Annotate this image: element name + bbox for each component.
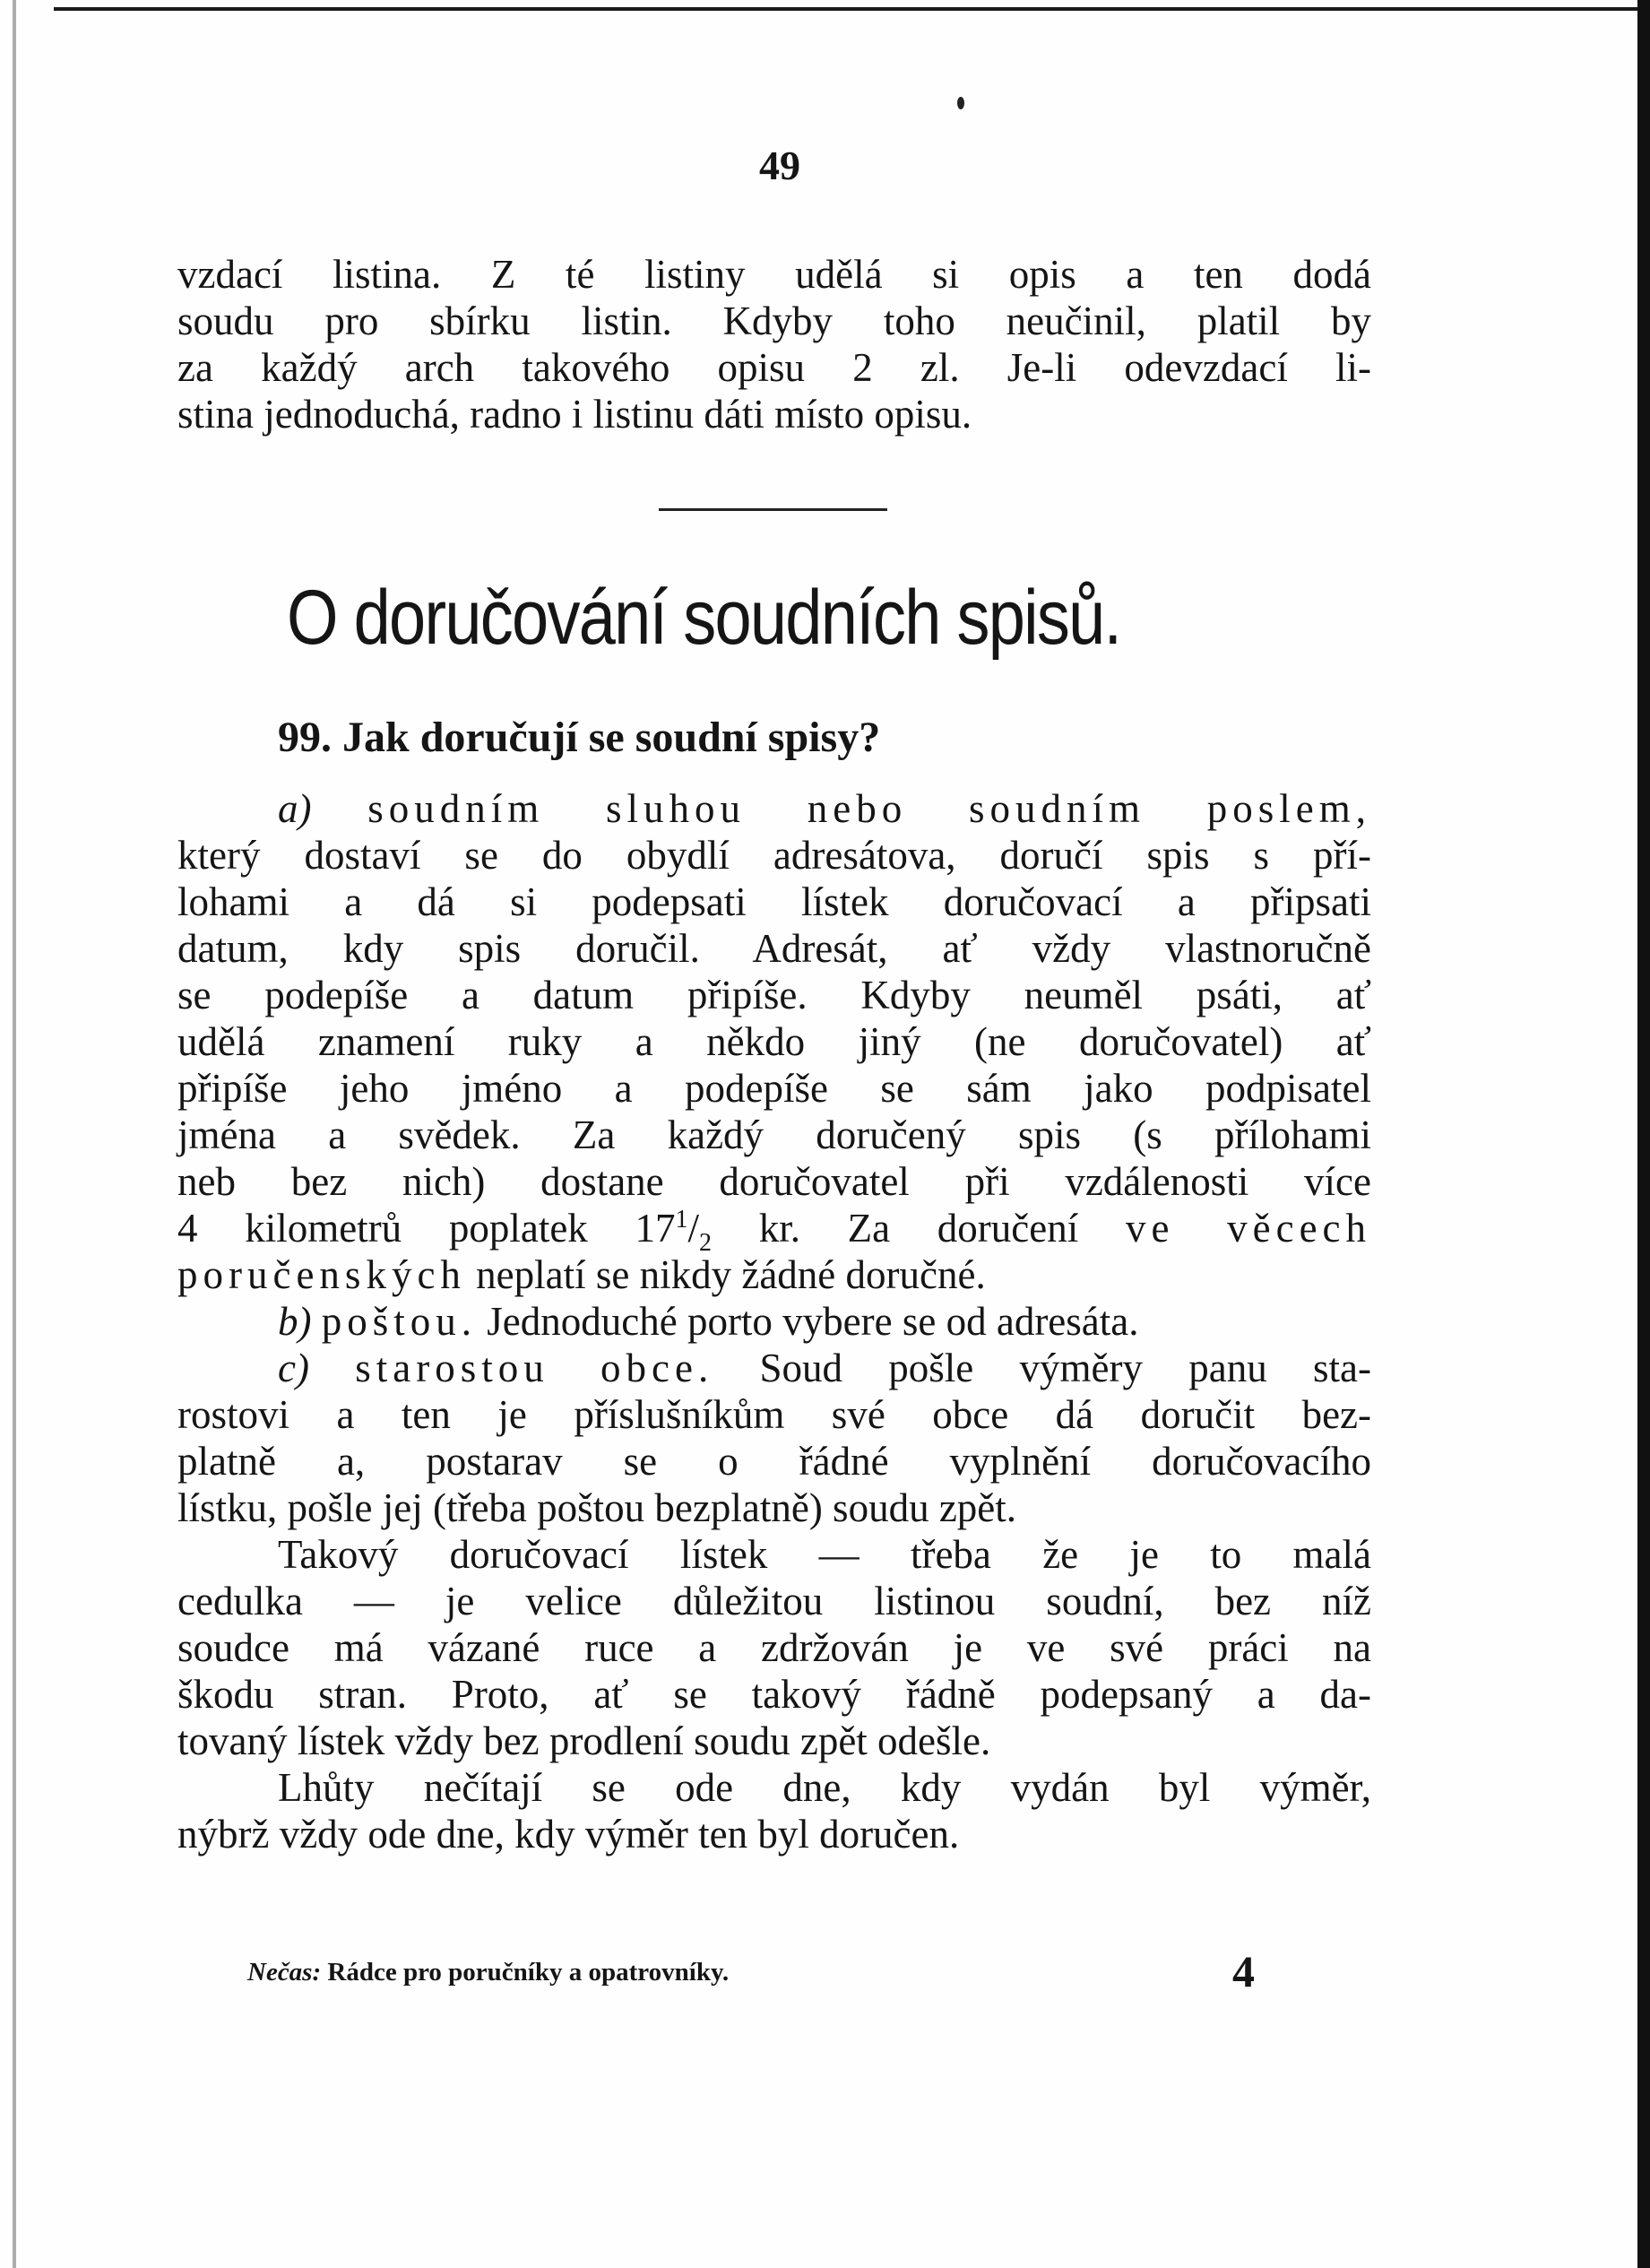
- section-divider: [659, 508, 887, 511]
- section-title: O doručování soudních spisů.: [287, 575, 1121, 661]
- text-line: se podepíše a datum připíše. Kdyby neuměl psáti, ať: [177, 973, 1371, 1017]
- page-number: 49: [759, 143, 800, 188]
- text-line: nýbrž vždy ode dne, kdy výměr ten byl doručen.: [177, 1812, 960, 1857]
- text-line: Takový doručovací lístek — třeba že je to malá: [278, 1532, 1371, 1577]
- text-line: soudu pro sbírku listin. Kdyby toho neučinil, platil by: [177, 299, 1371, 343]
- text-line: neb bez nich) dostane doručovatel při vzdálenosti více: [177, 1159, 1371, 1204]
- text-line: stina jednoduchá, radno i listinu dáti místo opisu.: [177, 392, 972, 437]
- footer-author: Nečas:: [247, 1958, 322, 1987]
- text-line: cedulka — je velice důležitou listinou soudní, bez níž: [177, 1579, 1371, 1623]
- text-line: tovaný lístek vždy bez prodlení soudu zpět odešle.: [177, 1718, 991, 1763]
- text-line: za každý arch takového opisu 2 zl. Je-li odevzdací li-: [177, 345, 1371, 390]
- item-a-lead: soudním sluhou nebo soudním poslem,: [367, 786, 1371, 831]
- item-c-lead: starostou obce.: [355, 1346, 714, 1390]
- text-line: vzdací listina. Z té listiny udělá si opis a ten dodá: [177, 252, 1371, 297]
- fee-spaced-words: ve věcech: [1125, 1206, 1372, 1251]
- fee-superscript: 1: [675, 1206, 688, 1234]
- item-c-first-line: [177, 1345, 1371, 1391]
- item-a-first-line: [177, 785, 1371, 832]
- intro-paragraph: [177, 251, 1371, 437]
- question-heading: 99. Jak doručují se soudní spisy?: [278, 714, 881, 761]
- ink-speck: [957, 97, 964, 109]
- text-after-spaced: neplatí se nikdy žádné doručné.: [465, 1252, 986, 1297]
- fee-text-after: kr. Za doručení: [712, 1206, 1079, 1251]
- signature-mark: 4: [1232, 1946, 1255, 1996]
- text-line: škodu stran. Proto, ať se takový řádně podepsaný a da-: [177, 1672, 1371, 1717]
- item-c-marker: c): [278, 1346, 309, 1390]
- text-line: lístku, pošle jej (třeba poštou bezplatně) soudu zpět.: [177, 1485, 1017, 1530]
- running-footer: [247, 1958, 729, 1987]
- text-line: jména a svědek. Za každý doručený spis (s přílohami: [177, 1112, 1371, 1157]
- text-line: udělá znamení ruky a někdo jiný (ne doručovatel) ať: [177, 1019, 1371, 1064]
- text-line: lohami a dá si podepsati lístek doručovací a připsati: [177, 879, 1371, 924]
- text-line: soudce má vázané ruce a zdržován je ve své práci na: [177, 1625, 1371, 1670]
- item-c-text: Soud pošle výměry panu sta-: [713, 1346, 1372, 1390]
- text-line: který dostaví se do obydlí adresátova, doručí spis s pří-: [177, 833, 1371, 878]
- text-line: Lhůty nečítají se ode dne, kdy vydán byl výměr,: [278, 1765, 1371, 1810]
- text-line: rostovi a ten je příslušníkům své obce dá doručit bez-: [177, 1392, 1371, 1437]
- text-line: připíše jeho jméno a podepíše se sám jako podpisatel: [177, 1066, 1371, 1111]
- fee-slash: /: [687, 1206, 700, 1251]
- scan-edge-top: [54, 7, 1649, 11]
- footer-book-title: Rádce pro poručníky a opatrovníky.: [321, 1958, 730, 1987]
- text-line: platně a, postarav se o řádné vyplnění doručovacího: [177, 1439, 1371, 1484]
- scan-edge-right: [1637, 0, 1650, 2268]
- item-b-marker: b): [278, 1299, 312, 1344]
- item-b-text: Jednoduché porto vybere se od adresáta.: [477, 1299, 1139, 1344]
- item-b-line: [177, 1298, 1371, 1345]
- answer-body: [177, 785, 1371, 1857]
- spaced-word: poručenských: [177, 1252, 466, 1297]
- item-b-lead: poštou.: [321, 1299, 478, 1344]
- scan-edge-left: [13, 0, 16, 2268]
- item-a-last-line: [177, 1251, 1371, 1298]
- fee-subscript: 2: [699, 1229, 713, 1257]
- fee-text: 4 kilometrů poplatek 17: [177, 1206, 676, 1251]
- fee-line: [177, 1205, 1372, 1257]
- text-line: datum, kdy spis doručil. Adresát, ať vždy vlastnoručně: [177, 926, 1371, 971]
- item-a-marker: a): [278, 786, 312, 831]
